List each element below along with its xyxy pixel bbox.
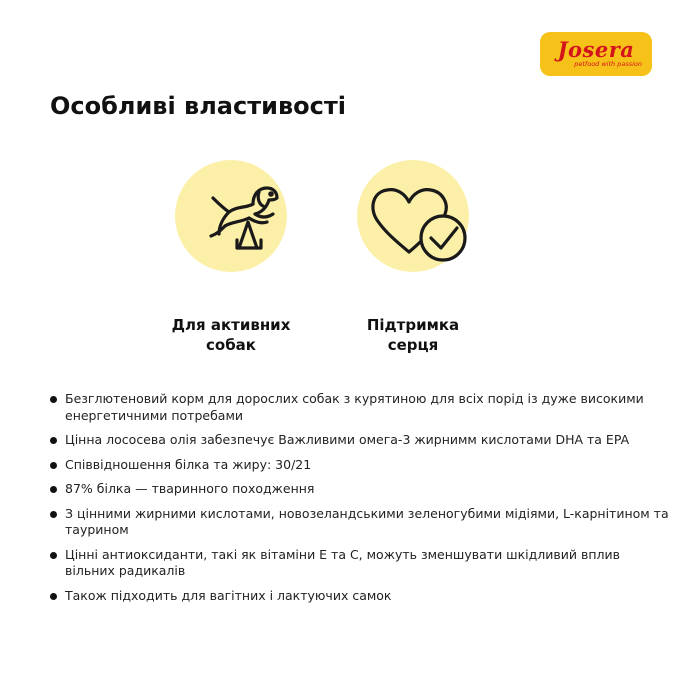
feature-list bbox=[50, 391, 670, 612]
bullet-dot-icon bbox=[50, 437, 57, 444]
feature-icon-circle bbox=[357, 160, 469, 272]
bullet-dot-icon bbox=[50, 593, 57, 600]
list-item-text: 87% білка — тваринного походження bbox=[65, 481, 315, 496]
page-title: Особливі властивості bbox=[50, 92, 346, 120]
list-item-text: Співвідношення білка та жиру: 30/21 bbox=[65, 456, 312, 472]
feature-label: Підтримка серця bbox=[366, 316, 460, 354]
logo-wordmark: Josera bbox=[557, 37, 635, 62]
bullet-dot-icon bbox=[50, 511, 57, 518]
josera-logo[interactable] bbox=[540, 32, 652, 76]
list-item bbox=[50, 457, 670, 474]
list-item-text: З цінними жирними кислотами, новозеландськими зеленогубими мідіями, L-карнітином та таурином bbox=[65, 505, 669, 537]
bullet-dot-icon bbox=[50, 552, 57, 559]
list-item-text: Цінна лососева олія забезпечує Важливими омега-3 жирнимм кислотами DHA та EPA bbox=[65, 432, 630, 447]
feature-icon-circle bbox=[175, 160, 287, 272]
list-item bbox=[50, 506, 670, 539]
list-item bbox=[50, 547, 670, 580]
feature-heart-support bbox=[303, 160, 523, 355]
list-item bbox=[50, 481, 670, 498]
bullet-dot-icon bbox=[50, 462, 57, 469]
heart-check-icon bbox=[357, 160, 469, 272]
list-item bbox=[50, 391, 670, 424]
list-item-text: Безглютеновий корм для дорослих собак з курятиною для всіх порід із дуже високими енергетичними потребами bbox=[65, 391, 644, 423]
list-item bbox=[50, 588, 670, 605]
bullet-dot-icon bbox=[50, 486, 57, 493]
list-item-text: Також підходить для вагітних і лактуючих самок bbox=[65, 587, 392, 603]
feature-label: Для активних собак bbox=[171, 316, 291, 354]
list-item bbox=[50, 432, 670, 449]
bullet-dot-icon bbox=[50, 396, 57, 403]
logo-tagline: petfood with passion bbox=[574, 60, 642, 68]
list-item-text: Цінні антиоксиданти, такі як вітаміни Е та С, можуть зменшувати шкідливий вплив вільних радикалів bbox=[65, 546, 620, 578]
jumping-dog-icon bbox=[175, 160, 287, 272]
